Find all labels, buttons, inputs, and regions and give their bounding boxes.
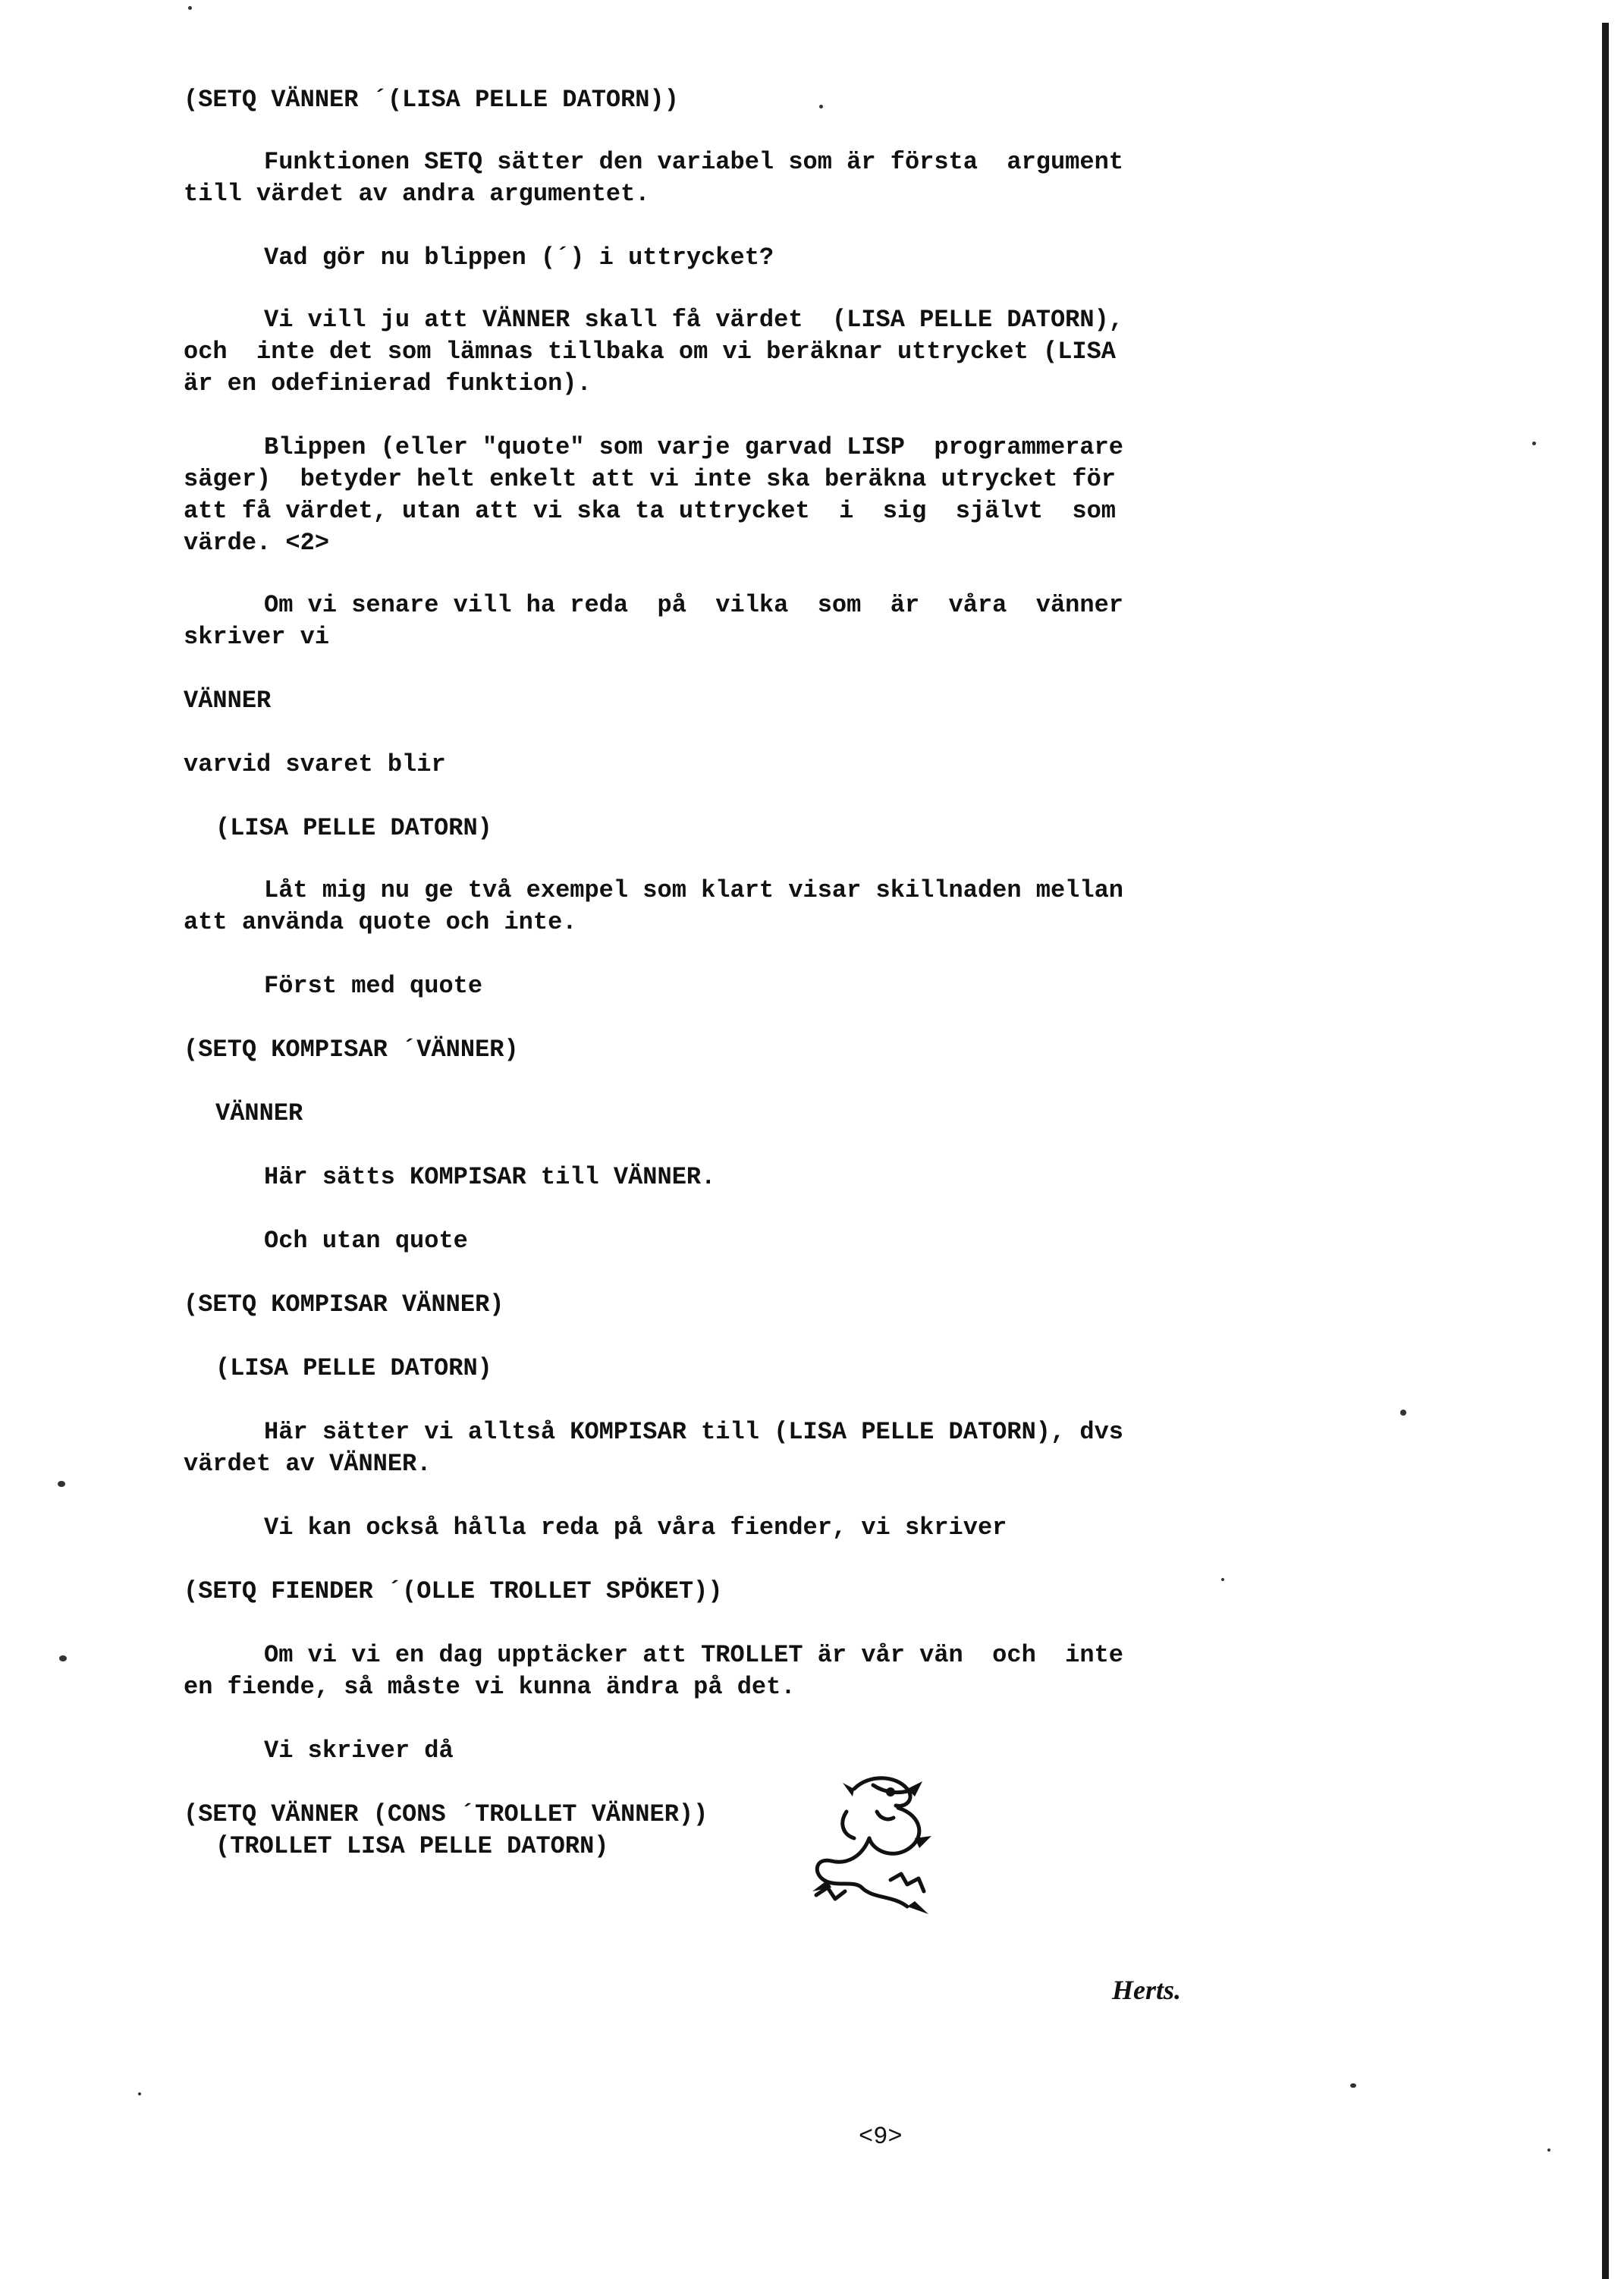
scan-speck <box>1221 1578 1224 1581</box>
text-line: (SETQ KOMPISAR VÄNNER) <box>184 1290 504 1319</box>
text-line: Här sätts KOMPISAR till VÄNNER. <box>264 1163 716 1191</box>
scan-speck <box>1547 2149 1550 2152</box>
text-line: (LISA PELLE DATORN) <box>215 814 492 842</box>
scan-edge-bar <box>1602 23 1609 2279</box>
signature: Herts. <box>1112 1975 1182 2005</box>
text-line: Vi skriver då <box>264 1737 454 1765</box>
text-line: är en odefinierad funktion). <box>184 369 592 398</box>
text-line: att få värdet, utan att vi ska ta uttrycket i sig självt som <box>184 497 1116 525</box>
text-line: till värdet av andra argumentet. <box>184 180 650 208</box>
text-line: Blippen (eller "quote" som varje garvad LISP programmerare <box>264 433 1123 461</box>
text-line: Om vi vi en dag upptäcker att TROLLET är vår vän och inte <box>264 1641 1123 1669</box>
text-line: (SETQ FIENDER ´(OLLE TROLLET SPÖKET)) <box>184 1577 723 1605</box>
text-line: värdet av VÄNNER. <box>184 1450 432 1478</box>
scan-speck <box>59 1655 67 1661</box>
text-line: varvid svaret blir <box>184 750 446 778</box>
scan-speck <box>138 2092 141 2095</box>
text-line: Om vi senare vill ha reda på vilka som är våra vänner <box>264 591 1123 619</box>
text-line: Låt mig nu ge två exempel som klart visar skillnaden mellan <box>264 876 1123 904</box>
text-line: Här sätter vi alltså KOMPISAR till (LISA PELLE DATORN), dvs <box>264 1418 1123 1446</box>
text-line: (LISA PELLE DATORN) <box>215 1354 492 1382</box>
dragon-icon <box>801 1766 938 1918</box>
text-line: Funktionen SETQ sätter den variabel som är första argument <box>264 148 1123 176</box>
text-line: (TROLLET LISA PELLE DATORN) <box>215 1832 609 1860</box>
scan-speck <box>1532 442 1536 445</box>
text-line: Vad gör nu blippen (´) i uttrycket? <box>264 244 774 272</box>
text-line: säger) betyder helt enkelt att vi inte ska beräkna utrycket för <box>184 465 1116 493</box>
text-line: (SETQ VÄNNER ´(LISA PELLE DATORN)) <box>184 86 679 114</box>
text-line: skriver vi <box>184 623 330 651</box>
text-line: VÄNNER <box>215 1099 303 1127</box>
text-line: Och utan quote <box>264 1227 468 1255</box>
scan-speck <box>1350 2083 1356 2088</box>
scan-speck <box>188 6 192 10</box>
text-line: Vi kan också hålla reda på våra fiender, vi skriver <box>264 1514 1007 1542</box>
text-line: (SETQ VÄNNER (CONS ´TROLLET VÄNNER)) <box>184 1800 708 1828</box>
scan-speck <box>819 105 823 108</box>
text-line: värde. <2> <box>184 529 330 557</box>
text-line: en fiende, så måste vi kunna ändra på det. <box>184 1673 796 1701</box>
text-line: Vi vill ju att VÄNNER skall få värdet (LISA PELLE DATORN), <box>264 306 1123 334</box>
text-line: Först med quote <box>264 972 483 1000</box>
scan-speck <box>58 1481 65 1487</box>
text-line: (SETQ KOMPISAR ´VÄNNER) <box>184 1036 519 1064</box>
text-line: att använda quote och inte. <box>184 908 577 936</box>
scan-speck <box>1400 1410 1406 1416</box>
page-number: <9> <box>859 2123 903 2151</box>
text-line: VÄNNER <box>184 687 272 715</box>
text-line: och inte det som lämnas tillbaka om vi beräknar uttrycket (LISA <box>184 338 1116 366</box>
